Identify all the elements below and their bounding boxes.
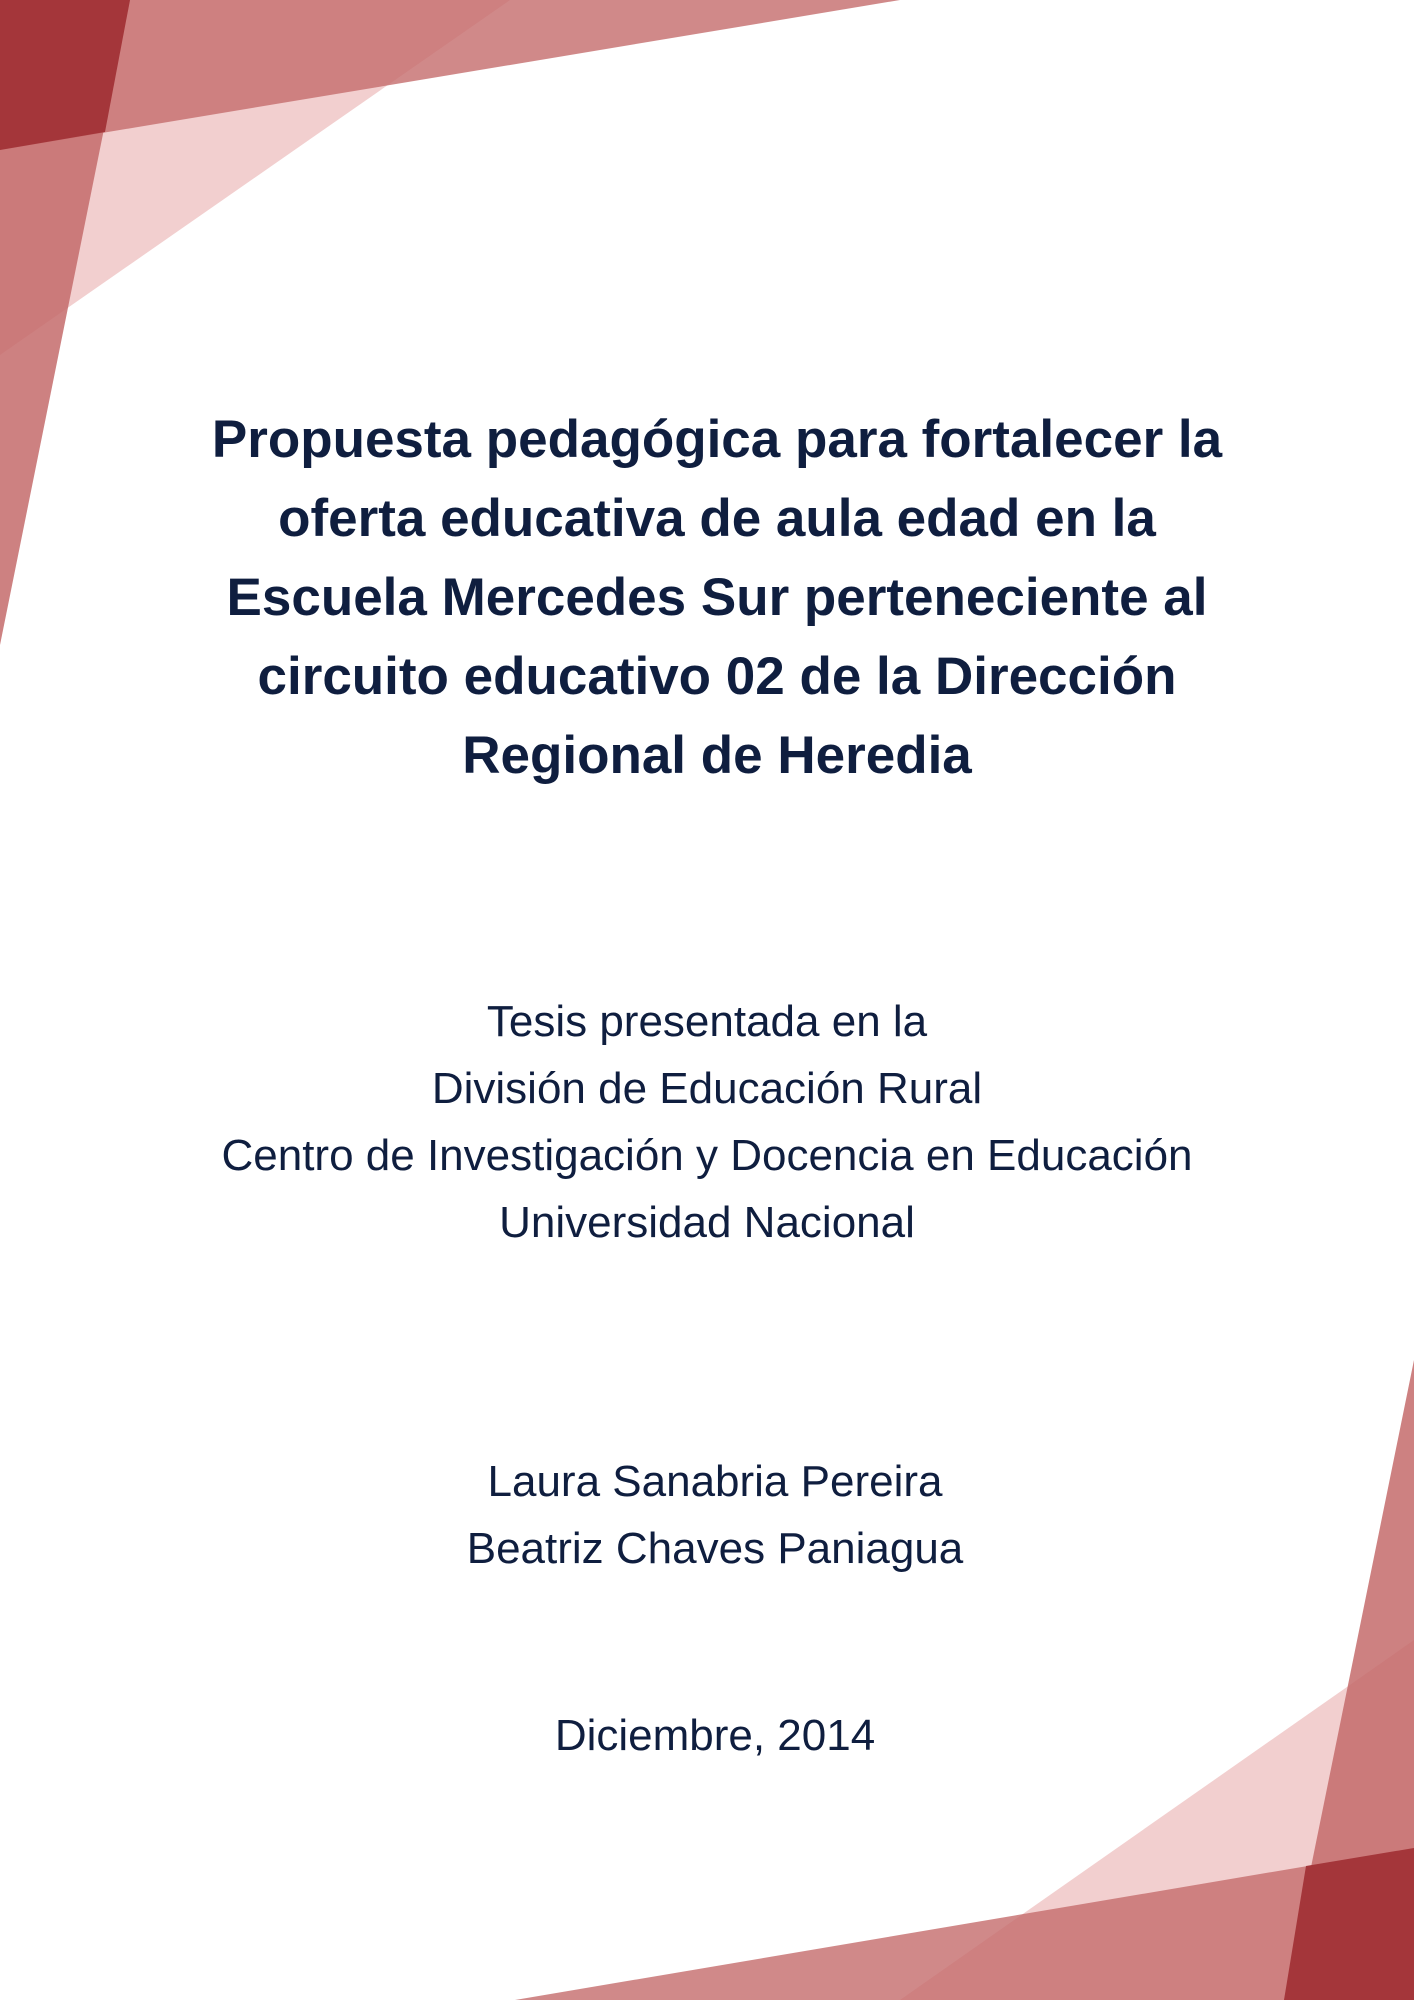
title-line: circuito educativo 02 de la Dirección [257,647,1177,706]
title-line: Escuela Mercedes Sur perteneciente al [226,568,1208,627]
publication-date: Diciembre, 2014 [554,1711,876,1760]
institution-line: Centro de Investigación y Docencia en Educación [221,1131,1193,1180]
authors-block [100,1448,1330,1582]
thesis-title [150,400,1284,795]
institution-line: División de Educación Rural [431,1064,983,1113]
institution-block [100,988,1314,1256]
title-line: Regional de Heredia [462,726,972,785]
title-line: Propuesta pedagógica para fortalecer la [211,410,1223,469]
institution-line: Tesis presentada en la [486,997,928,1046]
institution-line: Universidad Nacional [499,1198,915,1247]
author-name: Laura Sanabria Pereira [487,1457,943,1506]
author-name: Beatriz Chaves Paniagua [466,1524,964,1573]
title-line: oferta educativa de aula edad en la [278,489,1156,548]
